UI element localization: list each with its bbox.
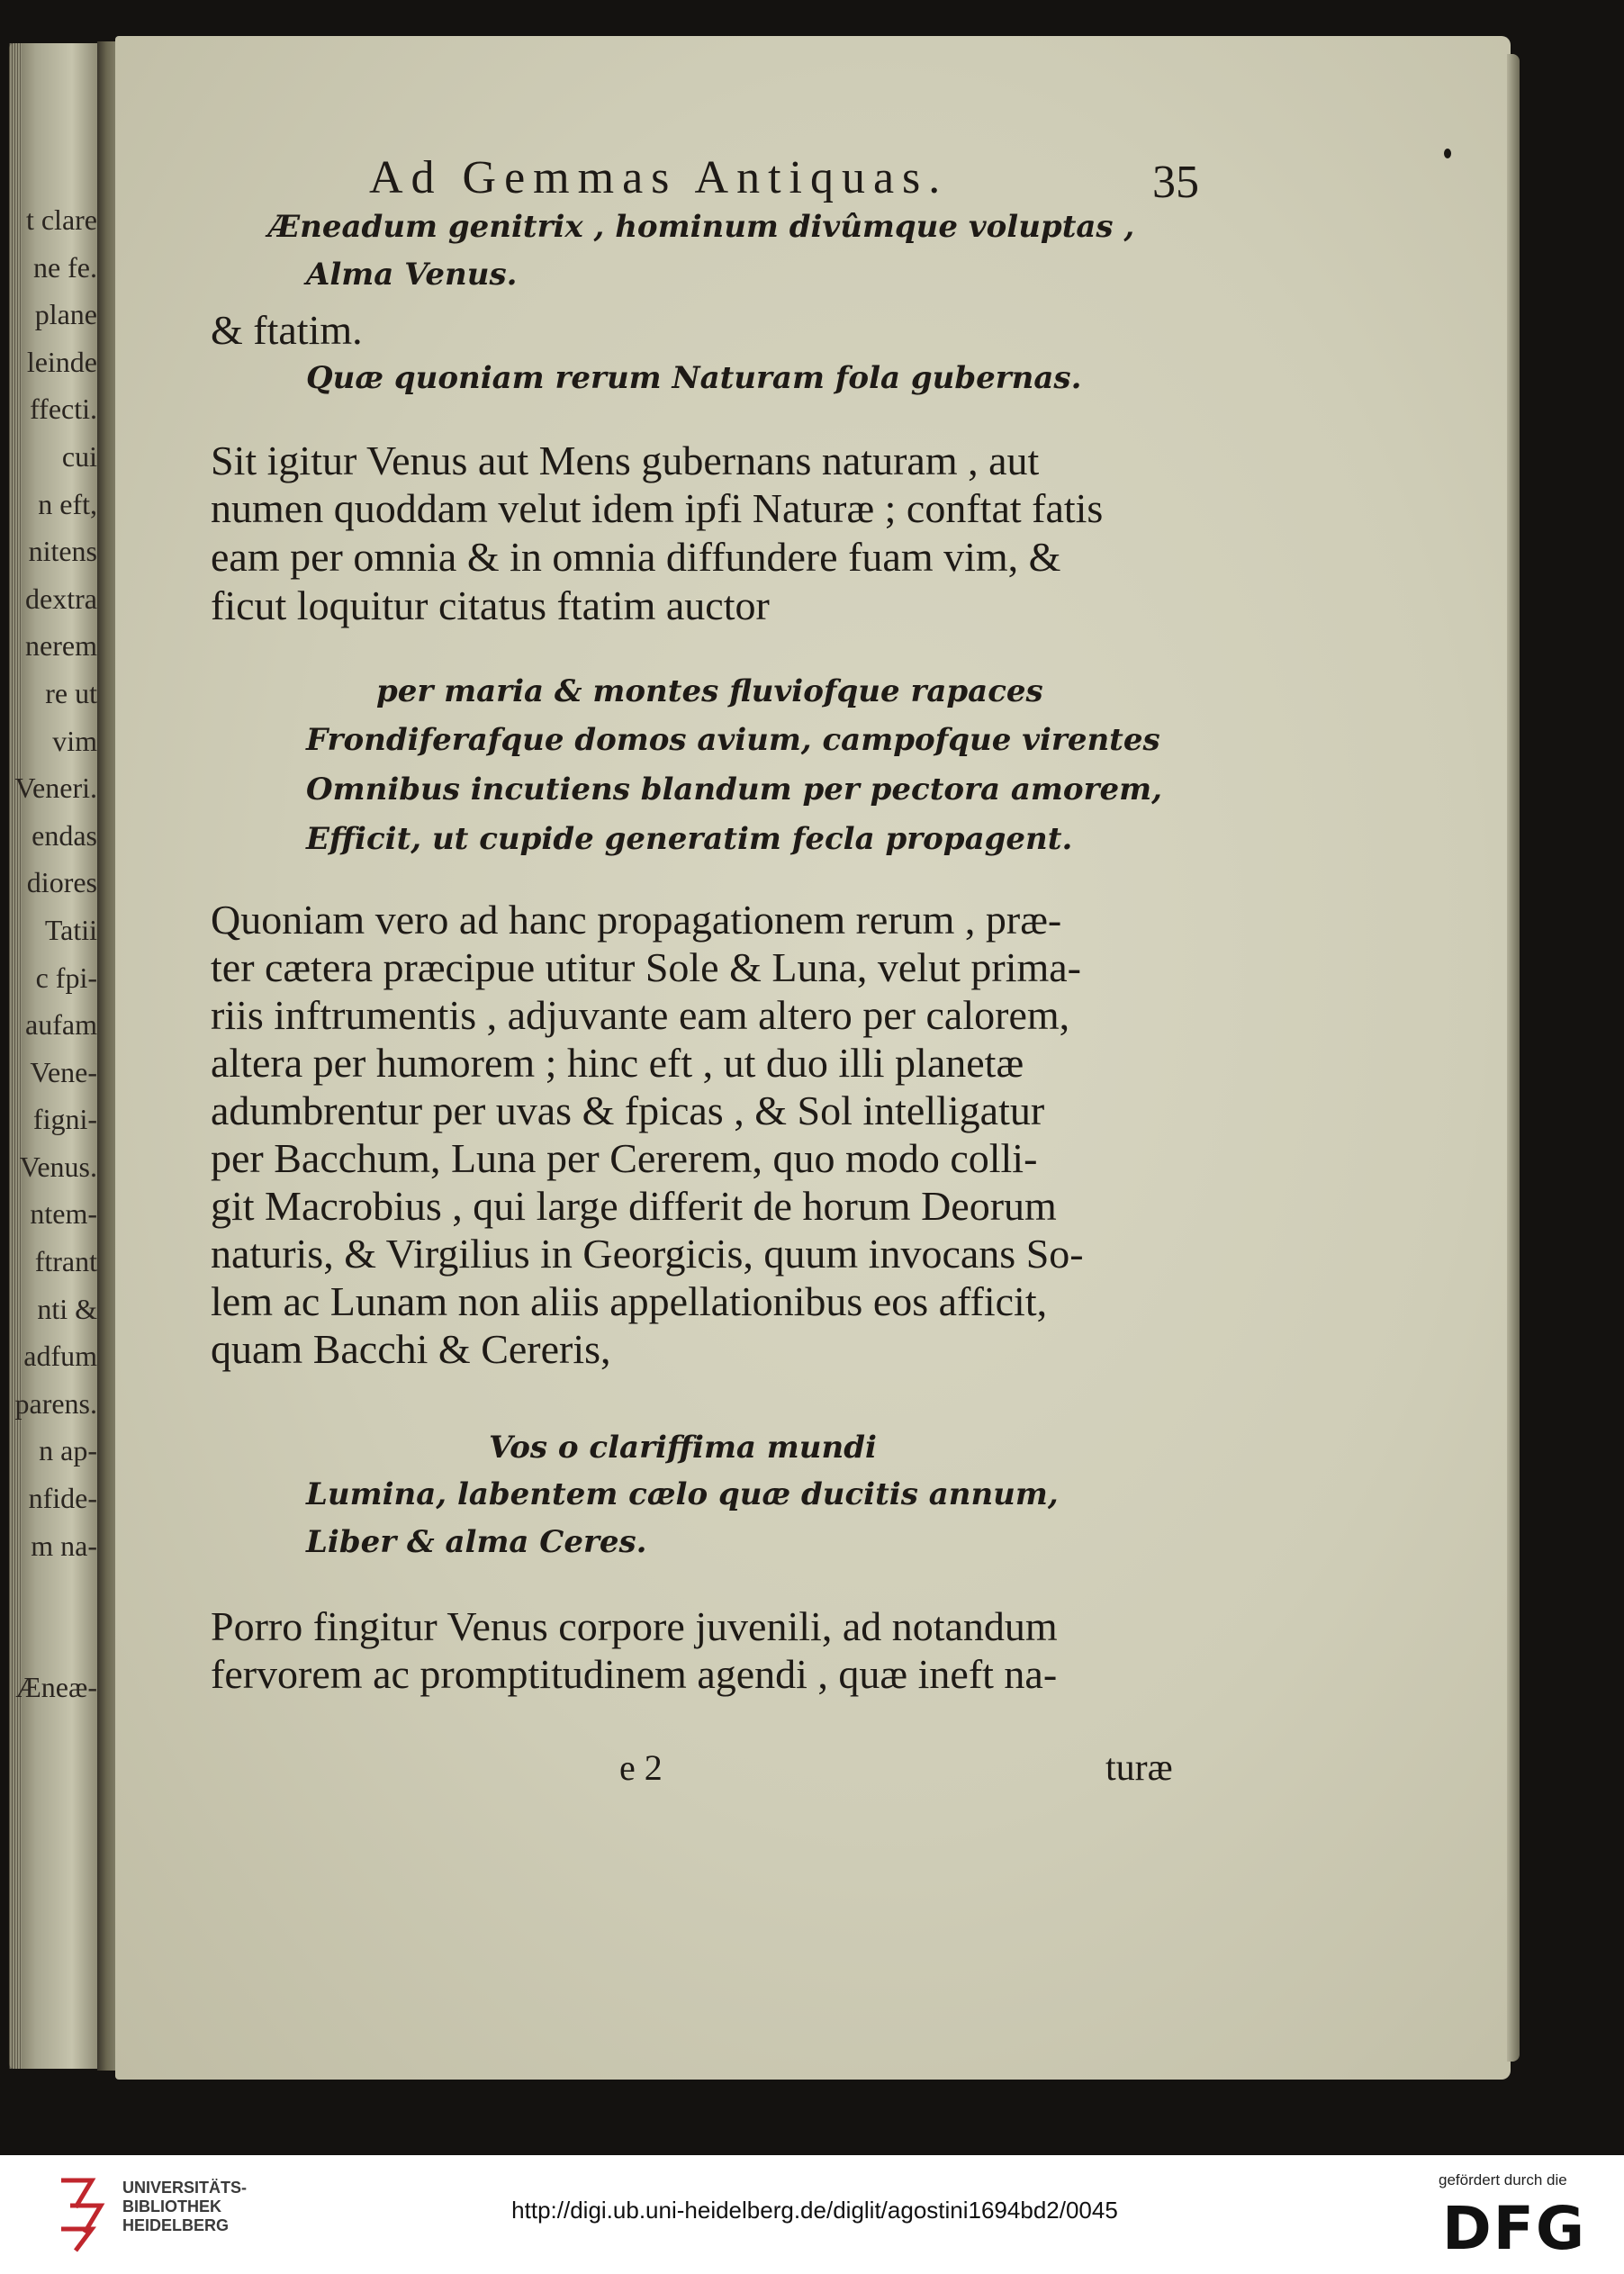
left-page-fragment: nti & (37, 1292, 97, 1325)
signature-mark: e 2 (619, 1747, 663, 1788)
verse-line: Liber & alma Ceres. (306, 1524, 647, 1560)
left-page-fragment: parens. (14, 1386, 97, 1420)
left-page-fragment: Veneri. (14, 772, 97, 805)
left-page-fragment: diores (26, 866, 97, 899)
prose-line: git Macrobius , qui large differit de horum Deorum (211, 1183, 1057, 1229)
ink-spot (1444, 149, 1451, 158)
left-page-fragment: cui (61, 439, 97, 473)
left-page-fragment: ffecti. (30, 393, 97, 426)
left-facing-page (9, 43, 99, 2069)
prose-line: numen quoddam velut idem ipfi Naturæ ; conftat fatis (211, 485, 1104, 531)
prose-line: riis inftrumentis , adjuvante eam altero per calorem, (211, 992, 1070, 1038)
left-page-fragment (9, 1569, 99, 1617)
left-page-fragment: t clare (25, 203, 97, 236)
left-page-fragment: m na- (31, 1529, 97, 1562)
prose-line: fervorem ac promptitudinem agendi , quæ ineft na- (211, 1651, 1058, 1697)
left-page-fragment: vim (52, 724, 97, 757)
left-page-fragment: nfide- (28, 1482, 97, 1515)
left-page-fragment: c fpi- (35, 961, 97, 994)
verse-line: Omnibus incutiens blandum per pectora amorem, (306, 772, 1162, 808)
university-library-name (122, 2179, 247, 2235)
permalink-url[interactable]: http://digi.ub.uni-heidelberg.de/diglit/agostini1694bd2/0045 (511, 2197, 1118, 2224)
prose-line: Sit igitur Venus aut Mens gubernans naturam , aut (211, 438, 1040, 483)
left-page-fragment: n ap- (39, 1434, 97, 1467)
catchword: turæ (1105, 1747, 1173, 1789)
prose-line: & ftatim. (211, 307, 363, 353)
running-head: Ad Gemmas Antiquas. (369, 152, 949, 203)
left-page-fragment: re ut (45, 676, 97, 709)
prose-line: ter cætera præcipue utitur Sole & Luna, velut prima- (211, 944, 1081, 990)
university-library-logo-icon (56, 2171, 110, 2252)
left-page-fragment: aufam (25, 1008, 97, 1042)
institution-line: UNIVERSITÄTS- (122, 2179, 248, 2197)
left-page-fragment: endas (32, 818, 97, 852)
left-page-text-fragments (9, 196, 99, 1711)
left-page-fragment: nerem (25, 629, 97, 663)
institution-line: BIBLIOTHEK (122, 2197, 221, 2215)
left-page-fragment: dextra (25, 582, 97, 615)
left-page-fragment: leinde (26, 345, 97, 378)
prose-line: per Bacchum, Luna per Cererem, quo modo colli- (211, 1135, 1038, 1181)
verse-line: Frondiferafque domos avium, campofque virentes (306, 722, 1160, 758)
left-page-fragment: Æneæ- (15, 1671, 97, 1704)
left-page-fragment: ne fe. (32, 250, 97, 284)
left-page-fragment: Tatii (44, 913, 97, 946)
prose-line: altera per humorem ; hinc eft , ut duo illi planetæ (211, 1040, 1024, 1086)
prose-line: ficut loquitur citatus ftatim auctor (211, 582, 770, 628)
institution-line: HEIDELBERG (122, 2216, 230, 2234)
left-page-fragment: adfum (23, 1340, 97, 1373)
prose-line: Quoniam vero ad hanc propagationem rerum , præ- (211, 897, 1062, 943)
prose-line: Porro fingitur Venus corpore juvenili, ad notandum (211, 1603, 1058, 1649)
left-page-fragment: Venus. (19, 1150, 97, 1183)
prose-line: quam Bacchi & Cereris, (211, 1326, 611, 1372)
left-page-fragment: ntem- (30, 1197, 97, 1231)
verse-line: Lumina, labentem cælo quæ ducitis annum, (306, 1476, 1059, 1512)
funding-label: gefördert durch die (1439, 2171, 1567, 2188)
prose-line: lem ac Lunam non aliis appellationibus eos afficit, (211, 1278, 1048, 1324)
left-page-fragment: Vene- (30, 1055, 97, 1088)
dfg-logo: DFG (1442, 2194, 1587, 2263)
left-page-fragment: ftrant (34, 1245, 97, 1278)
verse-line: Vos o clariffima mundi (489, 1430, 877, 1466)
page-number: 35 (1152, 157, 1199, 208)
left-page-fragment: figni- (32, 1103, 97, 1136)
prose-line: naturis, & Virgilius in Georgicis, quum invocans So- (211, 1231, 1084, 1277)
left-page-fragment: nitens (28, 535, 97, 568)
left-page-fragment: n eft, (38, 487, 97, 520)
page-text-block (115, 36, 1511, 2080)
verse-line: Quæ quoniam rerum Naturam fola gubernas. (306, 360, 1082, 396)
verse-line: Æneadum genitrix , hominum divûmque voluptas , (268, 209, 1135, 245)
verse-line: Efficit, ut cupide generatim fecla propagent. (306, 821, 1073, 857)
verse-line: per maria & montes fluviofque rapaces (376, 673, 1043, 709)
left-page-fragment: plane (34, 298, 97, 331)
prose-line: adumbrentur per uvas & fpicas , & Sol intelligatur (211, 1087, 1045, 1133)
main-page (115, 36, 1511, 2080)
verse-line: Alma Venus. (306, 257, 518, 293)
prose-line: eam per omnia & in omnia diffundere fuam vim, & (211, 534, 1061, 580)
left-page-fragment (9, 1617, 99, 1665)
